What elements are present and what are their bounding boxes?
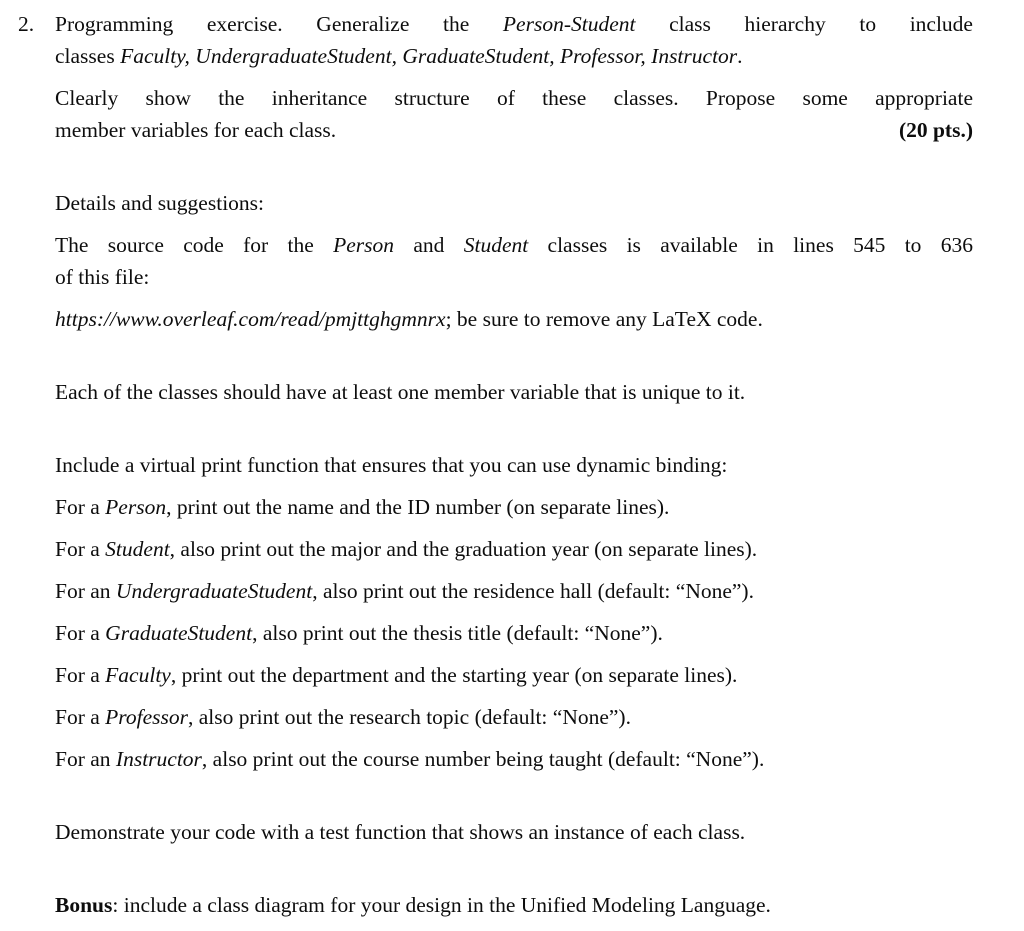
text-segment: For an [55,747,116,771]
task-paragraph [55,82,973,146]
person-class-name: Person [333,233,395,257]
demonstrate-note [55,816,973,848]
task-line-2 [55,114,973,146]
points-label: (20 pts.) [898,118,973,142]
text-segment: : include a class diagram for your design in the Unified Modeling Language. [112,893,771,917]
virtual-print-note [55,449,973,481]
overleaf-url: https://www.overleaf.com/read/pmjttghgmnrx [55,307,446,331]
exercise-statement-line-1 [55,8,973,40]
details-heading-line [55,187,973,219]
bonus-line [55,889,973,921]
bonus-label: Bonus [55,893,113,917]
text-segment: member variables for each class. [55,118,337,142]
student-class-name: Student [105,537,170,561]
professor-class-name: Professor [105,705,188,729]
print-rule-student [55,533,973,565]
text-segment: Details and suggestions: [55,191,265,215]
text-segment: For a [55,621,106,645]
graduate-student-class-name: GraduateStudent [105,621,253,645]
print-rule-line [55,701,973,733]
text-segment: Clearly show the inheritance structure of these classes. Propose some appropriate [55,86,973,110]
exercise-statement-line-2 [55,40,973,72]
unique-variable-line [55,376,973,408]
text-segment: ; be sure to remove any LaTeX code. [445,307,763,331]
text-segment: Each of the classes should have at least one member variable that is unique to it. [55,380,746,404]
text-segment: For a [55,663,106,687]
text-segment: class hierarchy to include [635,12,973,36]
text-segment: classes is available in lines 545 to 636 [528,233,974,257]
print-rule-line [55,533,973,565]
print-rule-line [55,743,973,775]
text-segment: Include a virtual print function that ensures that you can use dynamic binding: [55,453,728,477]
text-segment: , also print out the thesis title (default: “None”). [252,621,663,645]
print-rule-person [55,491,973,523]
text-segment: For a [55,537,106,561]
demonstrate-line [55,816,973,848]
text-segment: , print out the department and the starting year (on separate lines). [170,663,738,687]
print-rule-line [55,659,973,691]
text-segment: For an [55,579,116,603]
person-class-name: Person [105,495,167,519]
text-segment: classes [55,44,121,68]
print-rule-faculty [55,659,973,691]
instructor-class-name: Instructor [115,747,202,771]
text-segment: , print out the name and the ID number (on separate lines). [166,495,670,519]
source-line-1 [55,229,973,261]
text-segment: . [737,44,743,68]
text-segment: , also print out the residence hall (default: “None”). [312,579,754,603]
print-rule-undergraduate-student [55,575,973,607]
text-segment: and [394,233,464,257]
url-paragraph [55,303,973,335]
print-rule-line [55,617,973,649]
text-segment: The source code for the [55,233,334,257]
text-segment: , also print out the major and the graduation year (on separate lines). [169,537,758,561]
text-segment: For a [55,495,106,519]
text-segment: , also print out the course number being taught (default: “None”). [201,747,765,771]
exercise-document [55,8,973,931]
exercise-statement [55,8,973,72]
text-segment: of this file: [55,265,150,289]
print-rule-instructor [55,743,973,775]
undergraduate-student-class-name: UndergraduateStudent [115,579,313,603]
source-code-paragraph [55,229,973,293]
text-segment: , also print out the research topic (default: “None”). [188,705,631,729]
class-names-list: Faculty, UndergraduateStudent, GraduateStudent, Professor, Instructor [120,44,738,68]
print-rule-professor [55,701,973,733]
text-segment: For a [55,705,106,729]
faculty-class-name: Faculty [105,663,171,687]
unique-variable-note [55,376,973,408]
print-rule-graduate-student [55,617,973,649]
task-line-1 [55,82,973,114]
exercise-item-number: 2. [18,12,35,36]
virtual-print-line [55,449,973,481]
url-line [55,303,973,335]
bonus-note [55,889,973,921]
print-rule-line [55,575,973,607]
text-segment: Demonstrate your code with a test function that shows an instance of each class. [55,820,746,844]
student-class-name: Student [463,233,529,257]
class-hierarchy-name: Person-Student [502,12,636,36]
source-line-2 [55,261,973,293]
text-segment: Programming exercise. Generalize the [55,12,503,36]
details-heading [55,187,973,219]
print-rule-line [55,491,973,523]
